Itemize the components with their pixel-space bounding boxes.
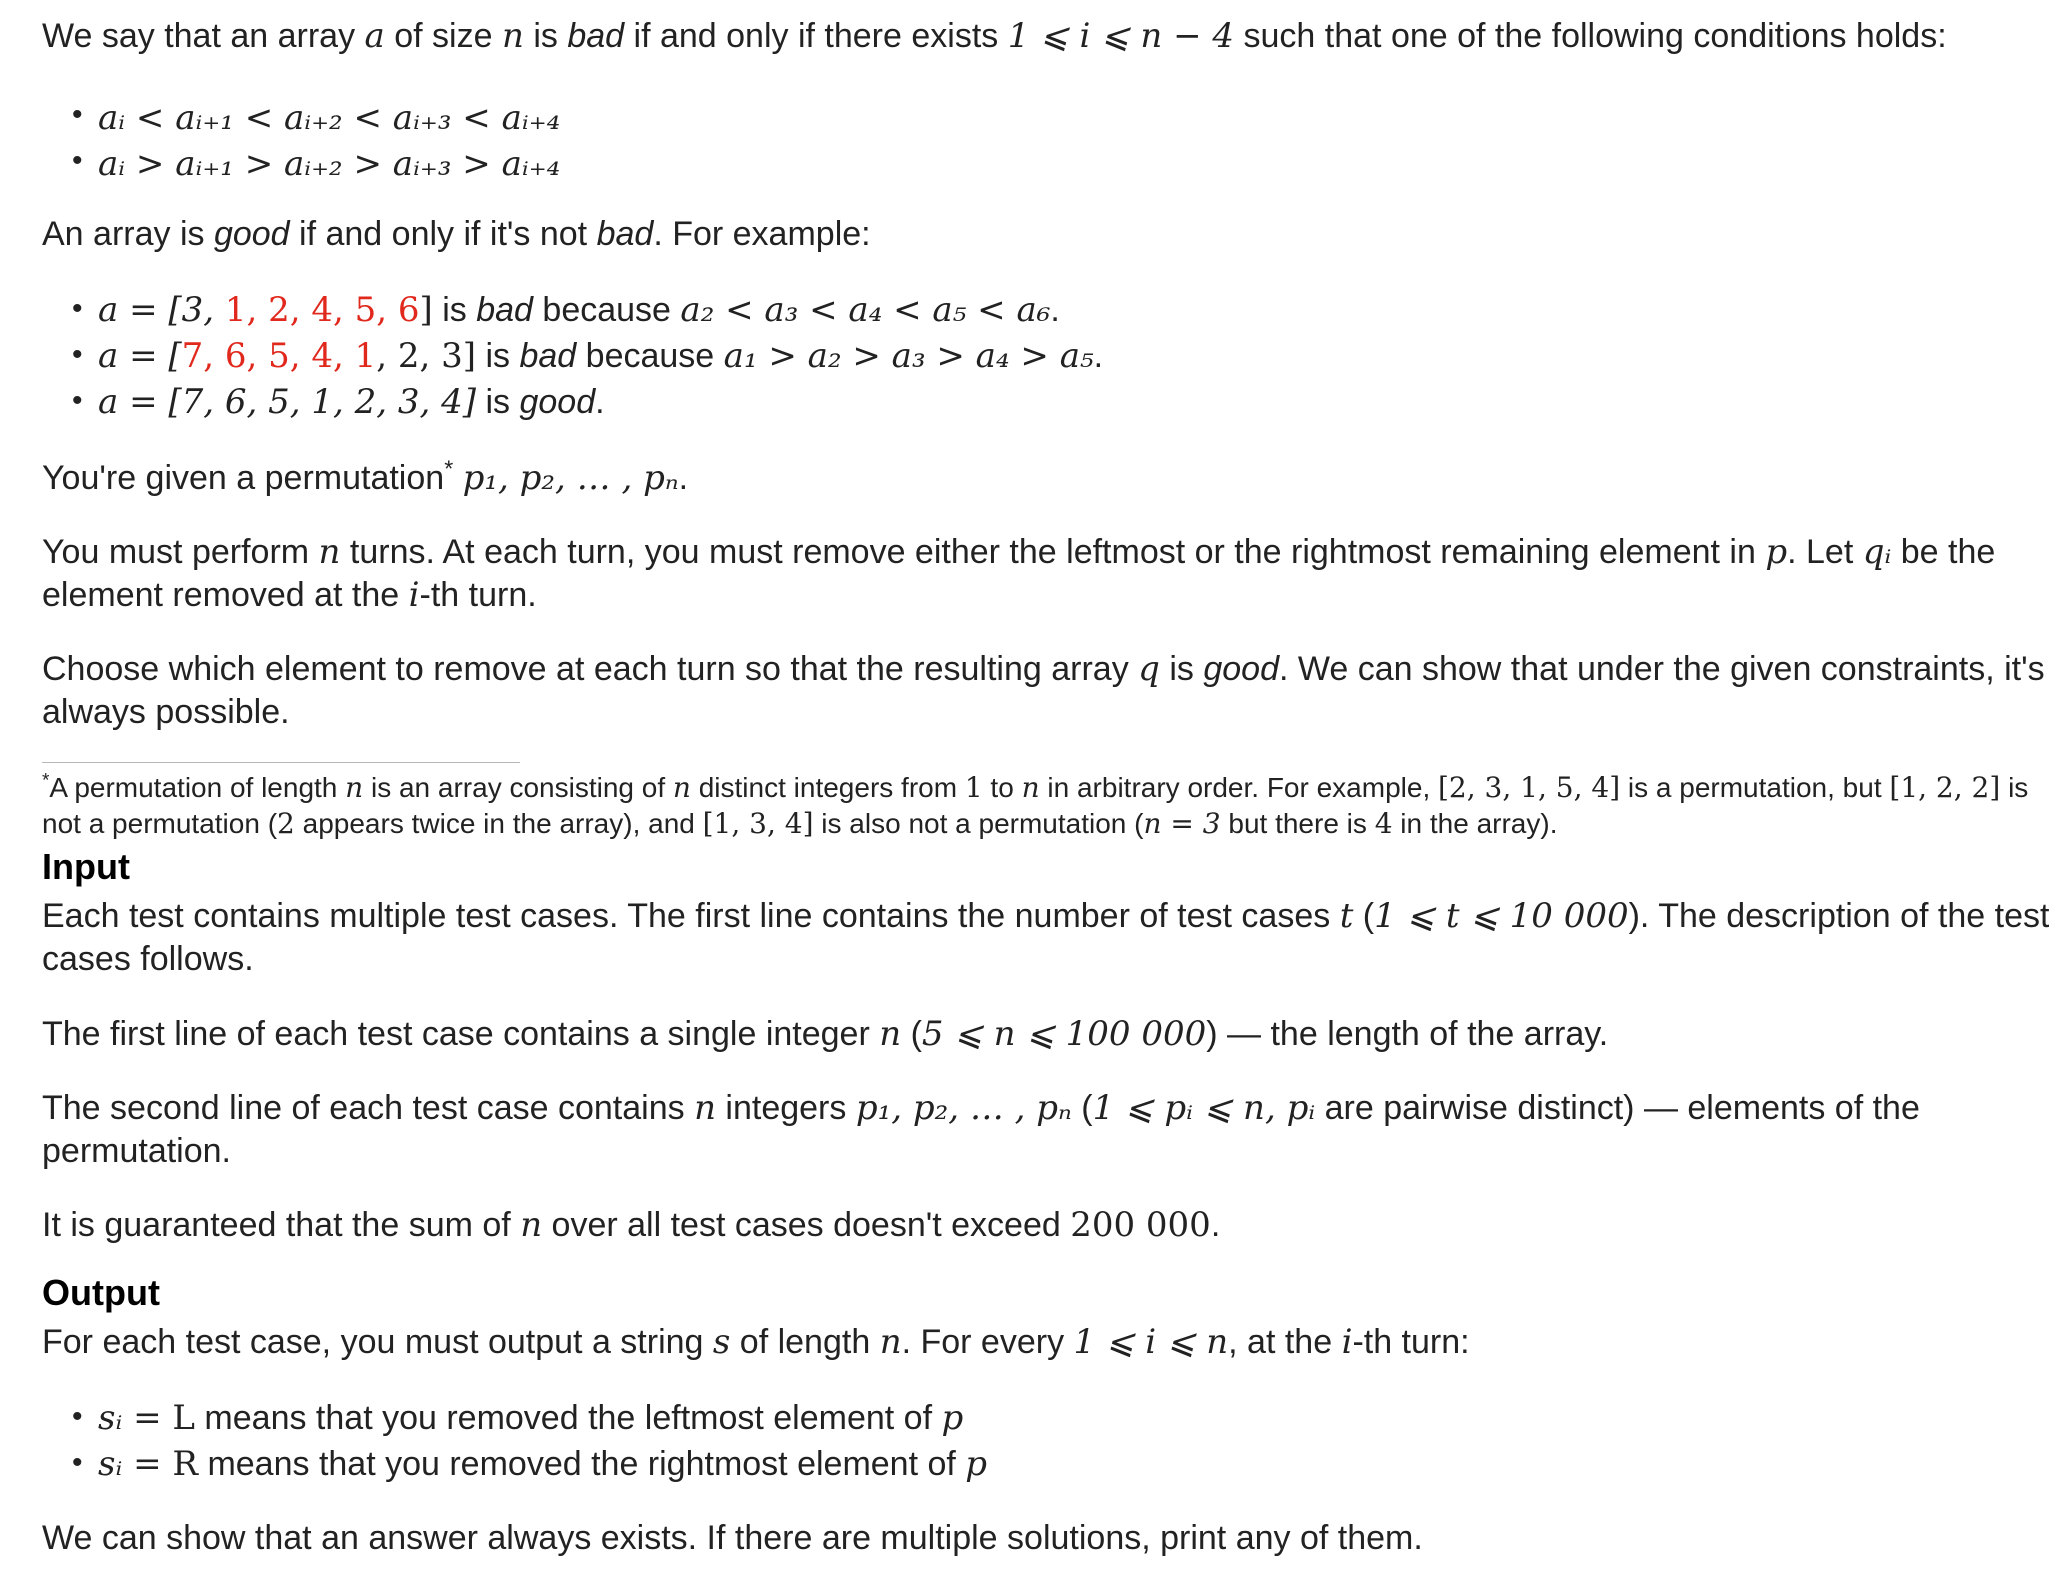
bullet: • — [72, 384, 83, 417]
example-3: a = [7, 6, 5, 1, 2, 3, 4] is good. — [98, 382, 605, 422]
bullet: • — [72, 144, 83, 177]
bullet: • — [72, 1446, 83, 1479]
output-bullet-right: sᵢ = R means that you removed the rightmost element of p — [98, 1444, 988, 1484]
input-heading: Input — [42, 846, 130, 887]
closing-sentence: We can show that an answer always exists. If there are multiple solutions, print any of them. — [42, 1519, 1423, 1557]
example-1-highlight: 1, 2, 4, 5, 6 — [224, 290, 420, 330]
output-paragraph-1: For each test case, you must output a string s of length n. For every 1 ⩽ i ⩽ n, at the i-th turn: — [42, 1322, 1470, 1362]
input-paragraph-1-line-1: Each test contains multiple test cases. The first line contains the number of test cases t (1 ⩽ t ⩽ 10 000). The description of the test — [42, 896, 2049, 936]
permutation-sentence: You're given a permutation* p₁, p₂, … , pₙ. — [42, 455, 689, 498]
input-paragraph-3-line-1: The second line of each test case contains n integers p₁, p₂, … , pₙ (1 ⩽ pᵢ ⩽ n, pᵢ are pairwise distinct) — elements of the — [42, 1088, 1920, 1128]
example-2: a = [7, 6, 5, 4, 1, 2, 3] is bad because a₁ > a₂ > a₃ > a₄ > a₅. — [98, 336, 1104, 376]
input-paragraph-2: The first line of each test case contains a single integer n (5 ⩽ n ⩽ 100 000) — the length of the array. — [42, 1014, 1609, 1054]
bullet: • — [72, 338, 83, 371]
input-paragraph-1-line-2: cases follows. — [42, 940, 254, 978]
turns-paragraph-line-2: element removed at the i-th turn. — [42, 575, 537, 615]
input-paragraph-3-line-2: permutation. — [42, 1132, 231, 1170]
good-definition: An array is good if and only if it's not bad. For example: — [42, 215, 871, 253]
choose-paragraph-line-1: Choose which element to remove at each turn so that the resulting array q is good. We can show that under the given constraints, it's — [42, 649, 2045, 689]
input-paragraph-4: It is guaranteed that the sum of n over all test cases doesn't exceed 200 000. — [42, 1205, 1221, 1245]
output-bullet-left: sᵢ = L means that you removed the leftmost element of p — [98, 1398, 964, 1438]
bullet: • — [72, 98, 83, 131]
bullet: • — [72, 292, 83, 325]
turns-paragraph-line-1: You must perform n turns. At each turn, you must remove either the leftmost or the rightmost remaining element in p. Let qᵢ be the — [42, 532, 1996, 572]
footnote-divider — [42, 762, 520, 763]
intro-paragraph: We say that an array a of size n is bad if and only if there exists 1 ⩽ i ⩽ n − 4 such that one of the following conditions holds: — [42, 16, 1947, 56]
footnote-line-2: not a permutation (2 appears twice in the array), and [1, 3, 4] is also not a permutation (n = 3 but there is 4 in the array). — [42, 807, 1558, 840]
intro-condition: 1 ⩽ i ⩽ n − 4 — [1007, 16, 1235, 56]
output-heading: Output — [42, 1272, 160, 1313]
condition-decreasing: aᵢ > aᵢ₊₁ > aᵢ₊₂ > aᵢ₊₃ > aᵢ₊₄ — [98, 144, 561, 184]
example-2-highlight: 7, 6, 5, 4, 1 — [181, 336, 377, 376]
condition-increasing: aᵢ < aᵢ₊₁ < aᵢ₊₂ < aᵢ₊₃ < aᵢ₊₄ — [98, 98, 561, 138]
example-1: a = [3, 1, 2, 4, 5, 6] is bad because a₂ < a₃ < a₄ < a₅ < a₆. — [98, 290, 1060, 330]
choose-paragraph-line-2: always possible. — [42, 693, 290, 731]
bullet: • — [72, 1400, 83, 1433]
footnote-line-1: *A permutation of length n is an array consisting of n distinct integers from 1 to n in arbitrary order. For example, [2, 3, 1, 5, 4] is a permutation, but [1, 2, 2] is — [42, 770, 2029, 804]
